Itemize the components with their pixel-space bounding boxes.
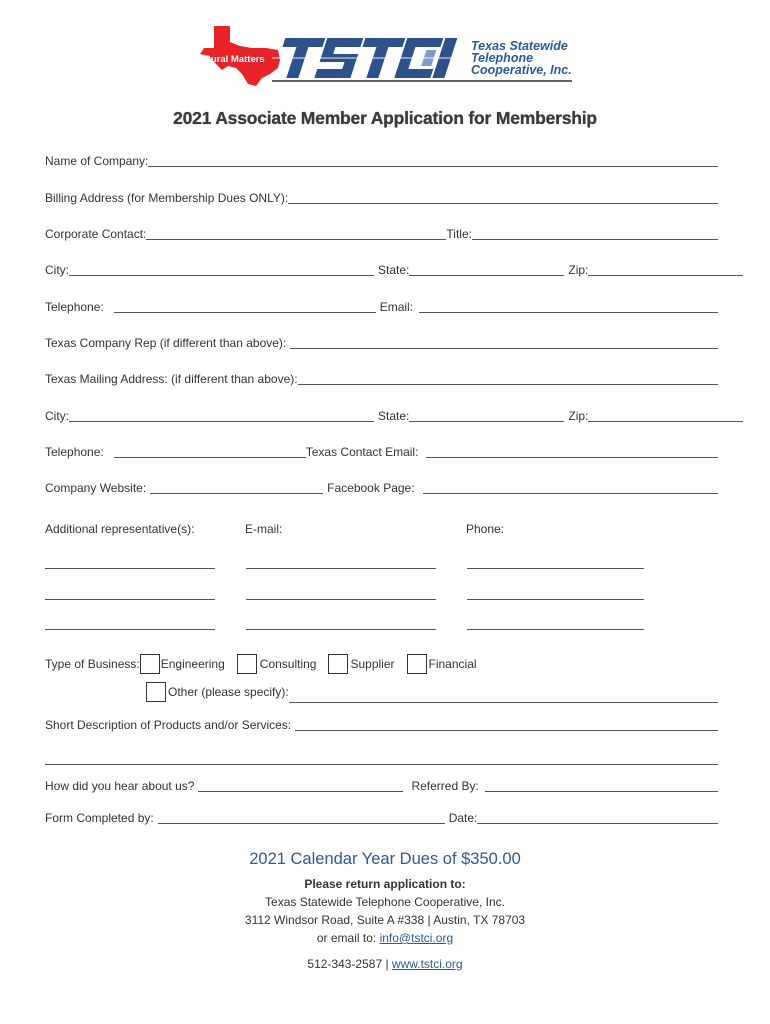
logo-line-3: Cooperative, Inc. [471, 63, 572, 77]
texas-contact-email-field[interactable] [426, 443, 718, 458]
org-name-logo-text [471, 40, 572, 76]
consulting-checkbox[interactable] [237, 654, 257, 674]
date-field[interactable] [477, 809, 718, 824]
return-heading: Please return application to: [304, 877, 466, 891]
state2-label: State: [378, 409, 410, 423]
rep-1-phone-field[interactable] [467, 568, 644, 569]
zip-field[interactable] [588, 261, 743, 276]
company-name-field[interactable] [148, 152, 718, 167]
billing-address-label: Billing Address (for Membership Dues ONLY): [45, 191, 289, 205]
zip-label: Zip: [568, 263, 589, 277]
hear-about-row [45, 777, 718, 795]
city-field[interactable] [69, 261, 374, 276]
website-row [45, 479, 718, 497]
company-name-row [45, 152, 718, 170]
description-label: Short Description of Products and/or Services: [45, 718, 292, 732]
city2-label: City: [45, 409, 69, 423]
consulting-label: Consulting [259, 657, 317, 671]
business-type-label: Type of Business: [45, 657, 140, 671]
org-name: Texas Statewide Telephone Cooperative, Inc. [265, 895, 505, 909]
rep-2-phone-field[interactable] [467, 599, 644, 600]
dues-heading: 2021 Calendar Year Dues of $350.00 [249, 850, 521, 868]
telephone-row [45, 298, 718, 316]
financial-label: Financial [428, 657, 477, 671]
texas-contact-email-label: Texas Contact Email: [305, 445, 419, 459]
completed-by-field[interactable] [158, 809, 445, 824]
corporate-contact-field[interactable] [146, 225, 446, 240]
rep-3-email-field[interactable] [246, 629, 436, 630]
financial-checkbox[interactable] [407, 654, 427, 674]
logo-line-2: Telephone [471, 51, 534, 65]
rural-matters-text: Rural Matters [204, 54, 265, 65]
state-label: State: [378, 263, 410, 277]
email-prefix: or email to: [316, 931, 380, 945]
description-field-line-2[interactable] [45, 750, 718, 765]
hear-about-label: How did you hear about us? [45, 779, 195, 793]
email-line [0, 931, 770, 945]
city-row [45, 261, 718, 279]
texas-rep-label: Texas Company Rep (if different than above): [45, 336, 287, 350]
telephone2-row [45, 443, 718, 461]
rep-2-name-field[interactable] [45, 599, 215, 600]
state-field[interactable] [409, 261, 564, 276]
telephone-label: Telephone: [45, 300, 104, 314]
supplier-label: Supplier [350, 657, 395, 671]
email-label: Email: [379, 300, 414, 314]
description-row-2 [45, 750, 718, 768]
title-label: Title: [446, 227, 472, 241]
rep-3-name-field[interactable] [45, 629, 215, 630]
other-label: Other (please specify): [168, 685, 289, 699]
rep-name-header: Additional representative(s): [45, 522, 195, 536]
page-title: 2021 Associate Member Application for Membership [173, 108, 597, 128]
engineering-checkbox[interactable] [140, 654, 160, 674]
corporate-contact-label: Corporate Contact: [45, 227, 147, 241]
email-field[interactable] [419, 298, 718, 313]
city2-field[interactable] [69, 407, 374, 422]
date-label: Date: [448, 811, 478, 825]
telephone2-label: Telephone: [45, 445, 104, 459]
logo-line-1: Texas Statewide [471, 39, 568, 53]
rep-1-email-field[interactable] [246, 568, 436, 569]
texas-map-icon [196, 24, 284, 86]
completed-by-row [45, 809, 718, 827]
description-field[interactable] [295, 716, 718, 731]
tstci-wordmark [272, 36, 464, 80]
logo-underline [272, 80, 572, 82]
other-specify-field[interactable] [289, 688, 718, 703]
facebook-page-field[interactable] [423, 479, 718, 494]
mailing-address: 3112 Windsor Road, Suite A #338 | Austin, TX 78703 [244, 913, 526, 927]
website-link[interactable]: www.tstci.org [391, 957, 463, 971]
texas-mailing-row [45, 370, 718, 388]
texas-rep-row [45, 334, 718, 352]
telephone-field[interactable] [114, 298, 376, 313]
other-checkbox[interactable] [146, 682, 166, 702]
rep-1-name-field[interactable] [45, 568, 215, 569]
hear-about-field[interactable] [198, 777, 403, 792]
state2-field[interactable] [409, 407, 564, 422]
business-type-row [45, 654, 477, 674]
company-name-label: Name of Company: [45, 154, 149, 168]
rep-3-phone-field[interactable] [467, 629, 644, 630]
texas-rep-field[interactable] [290, 334, 718, 349]
facebook-page-label: Facebook Page: [327, 481, 415, 495]
completed-by-label: Form Completed by: [45, 811, 154, 825]
supplier-checkbox[interactable] [328, 654, 348, 674]
billing-address-field[interactable] [288, 189, 718, 204]
zip2-field[interactable] [588, 407, 743, 422]
telephone2-field[interactable] [114, 443, 306, 458]
title-field[interactable] [472, 225, 718, 240]
engineering-label: Engineering [160, 657, 225, 671]
texas-mailing-field[interactable] [298, 370, 718, 385]
city2-row [45, 407, 718, 425]
tstci-logo [196, 24, 576, 86]
texas-mailing-label: Texas Mailing Address: (if different than above): [45, 372, 298, 386]
billing-address-row [45, 189, 718, 207]
contact-line [0, 957, 770, 971]
company-website-label: Company Website: [45, 481, 147, 495]
referred-by-label: Referred By: [411, 779, 479, 793]
rep-phone-header: Phone: [466, 522, 505, 536]
company-website-field[interactable] [150, 479, 323, 494]
city-label: City: [45, 263, 69, 277]
other-business-row [146, 681, 718, 703]
rep-2-email-field[interactable] [246, 599, 436, 600]
rep-email-header: E-mail: [245, 522, 283, 536]
zip2-label: Zip: [568, 409, 589, 423]
corporate-contact-row [45, 225, 718, 243]
email-link[interactable]: info@tstci.org [379, 931, 454, 945]
description-row [45, 716, 718, 734]
referred-by-field[interactable] [485, 777, 718, 792]
phone-number: 512-343-2587 | [307, 957, 392, 971]
